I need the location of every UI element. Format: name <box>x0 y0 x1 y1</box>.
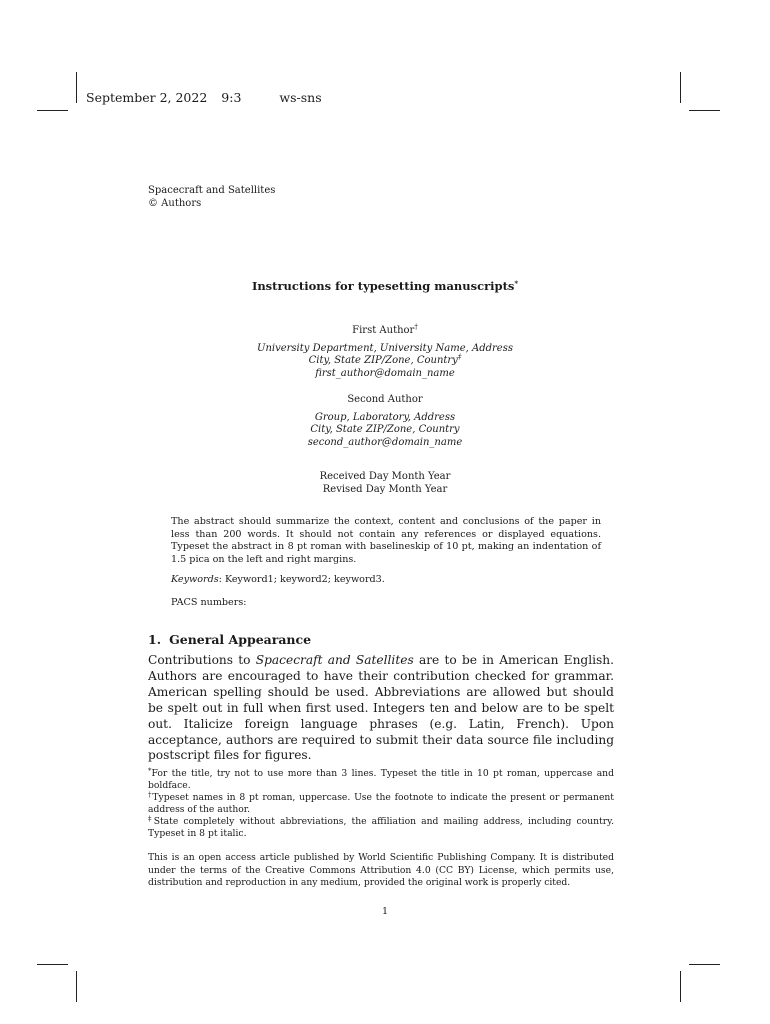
author-name: First Author <box>352 325 415 336</box>
footnote-mark: ‡ <box>148 815 154 823</box>
journal-name-italic: Spacecraft and Satellites <box>255 653 414 667</box>
footnote-3 <box>148 816 614 839</box>
page-number: 1 <box>381 906 389 917</box>
body-text: Contributions to <box>148 653 256 667</box>
crop-mark <box>689 110 720 111</box>
journal-copyright: © Authors <box>148 198 202 209</box>
footnote-text: For the title, try not to use more than 3 lines. Typeset the title in 10 pt roman, uppercase and boldface. <box>148 768 614 791</box>
author-name: Second Author <box>347 394 423 405</box>
author-email[interactable]: second_author@domain_name <box>307 436 463 448</box>
crop-mark <box>689 964 720 965</box>
body-text: are to be in American English. Authors are encouraged to have their contribution checked for grammar. American spelling should be used. Abbreviations are allowed but should be spelt out in full when first used. Integers ten and below are to be spelt out. Italicize foreign language phrases (e.g. Latin, French). Upon acceptance, authors are required to submit their data source file including postscript files for figures. <box>148 653 614 763</box>
paper-title-text: Instructions for typesetting manuscripts <box>251 279 515 293</box>
footnote-text: State completely without abbreviations, the affiliation and mailing address, including country. Typeset in 8 pt italic. <box>148 816 614 839</box>
crop-mark <box>76 72 77 103</box>
author-affiliation: Group, Laboratory, Address <box>314 411 456 423</box>
footnote-mark: † <box>148 791 153 799</box>
open-access-notice: This is an open access article published by World Scientific Publishing Company. It is distributed under the terms of the Creative Commons Attribution 4.0 (CC BY) License, which permits use, distribution and reproduction in any medium, provided the original work is properly cited. <box>148 852 614 889</box>
title-footnote-mark: * <box>514 279 519 288</box>
received-date: Received Day Month Year <box>319 471 451 482</box>
author-block-1 <box>0 325 770 380</box>
footnote-1 <box>148 768 614 791</box>
crop-mark <box>37 964 68 965</box>
running-head-time: 9:3 <box>221 90 242 105</box>
author-block-2 <box>0 394 770 449</box>
body-paragraph <box>148 653 614 764</box>
revised-date: Revised Day Month Year <box>322 483 448 495</box>
running-head <box>86 90 322 105</box>
author-city: City, State ZIP/Zone, Country <box>308 355 458 366</box>
journal-info <box>148 184 275 210</box>
dates-block <box>0 471 770 496</box>
crop-mark <box>76 971 77 1002</box>
section-number: 1. <box>148 632 162 647</box>
crop-mark <box>680 72 681 103</box>
author-city: City, State ZIP/Zone, Country <box>310 424 460 435</box>
pacs-numbers: PACS numbers: <box>171 597 247 608</box>
crop-mark <box>680 971 681 1002</box>
section-title: General Appearance <box>169 632 312 647</box>
crop-mark <box>37 110 68 111</box>
author-email[interactable]: first_author@domain_name <box>315 367 455 379</box>
running-head-class: ws-sns <box>279 90 322 105</box>
author-footnote-mark: † <box>414 323 418 331</box>
footnote-2 <box>148 792 614 815</box>
abstract: The abstract should summarize the context, content and conclusions of the paper in less than 200 words. It should not contain any references or displayed equations. Typeset the abstract in 8 pt roman with baselineskip of 10 pt, making an indentation of 1.5 pica on the left and right margins. <box>171 516 601 565</box>
author-affiliation: University Department, University Name, Address <box>257 342 513 354</box>
journal-name: Spacecraft and Satellites <box>148 185 276 196</box>
keywords-values: : Keyword1; keyword2; keyword3. <box>218 574 385 585</box>
section-heading <box>148 632 311 647</box>
footnote-text: Typeset names in 8 pt roman, uppercase. Use the footnote to indicate the present or permanent address of the author. <box>148 792 615 815</box>
paper-title <box>0 279 770 293</box>
city-footnote-mark: ‡ <box>457 353 462 361</box>
keywords-label: Keywords <box>171 574 219 585</box>
keywords <box>171 574 385 585</box>
footnote-mark: * <box>148 767 152 775</box>
running-head-date: September 2, 2022 <box>86 90 208 105</box>
